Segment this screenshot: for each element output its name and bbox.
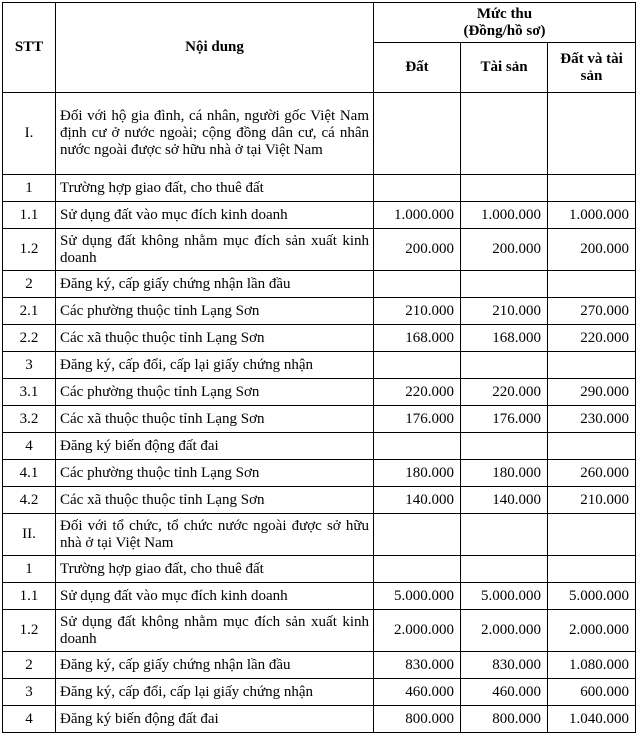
- row-dat-va-tai-san: [548, 271, 636, 298]
- row-dat: [374, 352, 461, 379]
- table-row: [3, 202, 636, 229]
- table-row: [3, 514, 636, 556]
- row-dat: 800.000: [374, 706, 461, 733]
- row-stt: 4.2: [3, 487, 56, 514]
- row-text: Các phường thuộc tỉnh Lạng Sơn: [56, 460, 374, 487]
- header-tai-san: Tài sản: [461, 43, 548, 93]
- row-text: Đăng ký, cấp giấy chứng nhận lần đầu: [56, 271, 374, 298]
- table-row: [3, 406, 636, 433]
- row-dat: 140.000: [374, 487, 461, 514]
- row-text: Đối với hộ gia đình, cá nhân, người gốc Việt Nam định cư ở nước ngoài; cộng đồng dân cư, cá nhân nước ngoài được sở hữu nhà ở tại Việt Nam: [56, 93, 374, 175]
- row-stt: 1.1: [3, 202, 56, 229]
- table-row: [3, 325, 636, 352]
- row-dat-va-tai-san: 230.000: [548, 406, 636, 433]
- row-dat-va-tai-san: 1.000.000: [548, 202, 636, 229]
- row-tai-san: 140.000: [461, 487, 548, 514]
- row-stt: 4: [3, 433, 56, 460]
- row-text: Đăng ký biến động đất đai: [56, 706, 374, 733]
- row-dat: 200.000: [374, 229, 461, 271]
- row-tai-san: [461, 433, 548, 460]
- row-dat: 830.000: [374, 652, 461, 679]
- header-dat-va-tai-san-line1: Đất và tài: [560, 50, 623, 67]
- row-stt: 4.1: [3, 460, 56, 487]
- table-row: [3, 229, 636, 271]
- row-text: Các phường thuộc tỉnh Lạng Sơn: [56, 298, 374, 325]
- table-row: [3, 93, 636, 175]
- row-dat: 168.000: [374, 325, 461, 352]
- row-stt: 3.2: [3, 406, 56, 433]
- row-tai-san: 210.000: [461, 298, 548, 325]
- row-dat: 460.000: [374, 679, 461, 706]
- row-tai-san: 220.000: [461, 379, 548, 406]
- table-row: [3, 610, 636, 652]
- row-tai-san: 176.000: [461, 406, 548, 433]
- header-dat: Đất: [374, 43, 461, 93]
- row-dat: 2.000.000: [374, 610, 461, 652]
- row-dat: [374, 433, 461, 460]
- header-dat-va-tai-san: [548, 43, 636, 93]
- table-row: [3, 556, 636, 583]
- row-dat: [374, 175, 461, 202]
- row-tai-san: 200.000: [461, 229, 548, 271]
- row-tai-san: 1.000.000: [461, 202, 548, 229]
- row-tai-san: 5.000.000: [461, 583, 548, 610]
- row-dat-va-tai-san: 5.000.000: [548, 583, 636, 610]
- row-tai-san: 168.000: [461, 325, 548, 352]
- row-text: Sử dụng đất không nhằm mục đích sản xuất kinh doanh: [56, 610, 374, 652]
- row-tai-san: 180.000: [461, 460, 548, 487]
- row-dat-va-tai-san: 1.080.000: [548, 652, 636, 679]
- row-stt: 2: [3, 652, 56, 679]
- row-text: Đối với tổ chức, tổ chức nước ngoài được sở hữu nhà ở tại Việt Nam: [56, 514, 374, 556]
- row-text: Trường hợp giao đất, cho thuê đất: [56, 175, 374, 202]
- row-stt: 1.1: [3, 583, 56, 610]
- row-tai-san: [461, 175, 548, 202]
- row-dat-va-tai-san: [548, 352, 636, 379]
- header-muc-thu: [374, 3, 636, 43]
- row-dat: [374, 514, 461, 556]
- row-tai-san: 830.000: [461, 652, 548, 679]
- row-stt: I.: [3, 93, 56, 175]
- row-dat-va-tai-san: 290.000: [548, 379, 636, 406]
- row-dat-va-tai-san: 1.040.000: [548, 706, 636, 733]
- row-text: Các xã thuộc thuộc tỉnh Lạng Sơn: [56, 406, 374, 433]
- row-dat-va-tai-san: [548, 175, 636, 202]
- header-muc-thu-label: Mức thu: [476, 5, 533, 22]
- row-stt: 1: [3, 175, 56, 202]
- row-dat: 176.000: [374, 406, 461, 433]
- row-dat-va-tai-san: 220.000: [548, 325, 636, 352]
- fee-table-body: [3, 93, 636, 733]
- row-tai-san: 2.000.000: [461, 610, 548, 652]
- row-tai-san: [461, 271, 548, 298]
- row-stt: 1.2: [3, 229, 56, 271]
- row-tai-san: 800.000: [461, 706, 548, 733]
- row-dat-va-tai-san: 2.000.000: [548, 610, 636, 652]
- row-stt: 3.1: [3, 379, 56, 406]
- row-dat-va-tai-san: [548, 514, 636, 556]
- row-text: Sử dụng đất vào mục đích kinh doanh: [56, 202, 374, 229]
- row-stt: 4: [3, 706, 56, 733]
- row-dat: [374, 93, 461, 175]
- fee-table: [2, 2, 636, 733]
- table-row: [3, 487, 636, 514]
- header-stt: STT: [3, 3, 56, 93]
- row-text: Đăng ký, cấp đổi, cấp lại giấy chứng nhận: [56, 352, 374, 379]
- row-stt: 2.2: [3, 325, 56, 352]
- table-row: [3, 271, 636, 298]
- table-row: [3, 460, 636, 487]
- row-dat: 5.000.000: [374, 583, 461, 610]
- row-dat-va-tai-san: 270.000: [548, 298, 636, 325]
- row-stt: 3: [3, 679, 56, 706]
- row-dat: [374, 556, 461, 583]
- header-noi-dung: Nội dung: [56, 3, 374, 93]
- row-dat: [374, 271, 461, 298]
- table-row: [3, 706, 636, 733]
- row-dat-va-tai-san: 210.000: [548, 487, 636, 514]
- row-dat: 180.000: [374, 460, 461, 487]
- row-dat-va-tai-san: [548, 433, 636, 460]
- row-dat: 210.000: [374, 298, 461, 325]
- row-dat-va-tai-san: 200.000: [548, 229, 636, 271]
- row-text: Đăng ký biến động đất đai: [56, 433, 374, 460]
- fee-table-container: [2, 2, 636, 733]
- row-stt: 2: [3, 271, 56, 298]
- row-dat-va-tai-san: [548, 556, 636, 583]
- row-text: Các xã thuộc thuộc tỉnh Lạng Sơn: [56, 325, 374, 352]
- table-row: [3, 298, 636, 325]
- row-text: Sử dụng đất không nhằm mục đích sản xuất kinh doanh: [56, 229, 374, 271]
- row-tai-san: 460.000: [461, 679, 548, 706]
- row-dat: 1.000.000: [374, 202, 461, 229]
- row-dat: 220.000: [374, 379, 461, 406]
- row-stt: 1: [3, 556, 56, 583]
- table-row: [3, 652, 636, 679]
- row-tai-san: [461, 352, 548, 379]
- row-stt: 3: [3, 352, 56, 379]
- row-tai-san: [461, 93, 548, 175]
- table-row: [3, 352, 636, 379]
- row-text: Các phường thuộc tỉnh Lạng Sơn: [56, 379, 374, 406]
- row-dat-va-tai-san: 260.000: [548, 460, 636, 487]
- table-row: [3, 433, 636, 460]
- row-text: Đăng ký, cấp giấy chứng nhận lần đầu: [56, 652, 374, 679]
- table-row: [3, 175, 636, 202]
- table-row: [3, 379, 636, 406]
- row-tai-san: [461, 556, 548, 583]
- row-stt: 1.2: [3, 610, 56, 652]
- header-muc-thu-unit: (Đồng/hồ sơ): [463, 22, 546, 39]
- row-stt: II.: [3, 514, 56, 556]
- row-text: Đăng ký, cấp đổi, cấp lại giấy chứng nhận: [56, 679, 374, 706]
- table-row: [3, 583, 636, 610]
- table-row: [3, 679, 636, 706]
- row-text: Các xã thuộc thuộc tỉnh Lạng Sơn: [56, 487, 374, 514]
- header-dat-va-tai-san-line2: sản: [580, 67, 603, 84]
- row-text: Trường hợp giao đất, cho thuê đất: [56, 556, 374, 583]
- row-stt: 2.1: [3, 298, 56, 325]
- row-text: Sử dụng đất vào mục đích kinh doanh: [56, 583, 374, 610]
- row-dat-va-tai-san: [548, 93, 636, 175]
- row-tai-san: [461, 514, 548, 556]
- row-dat-va-tai-san: 600.000: [548, 679, 636, 706]
